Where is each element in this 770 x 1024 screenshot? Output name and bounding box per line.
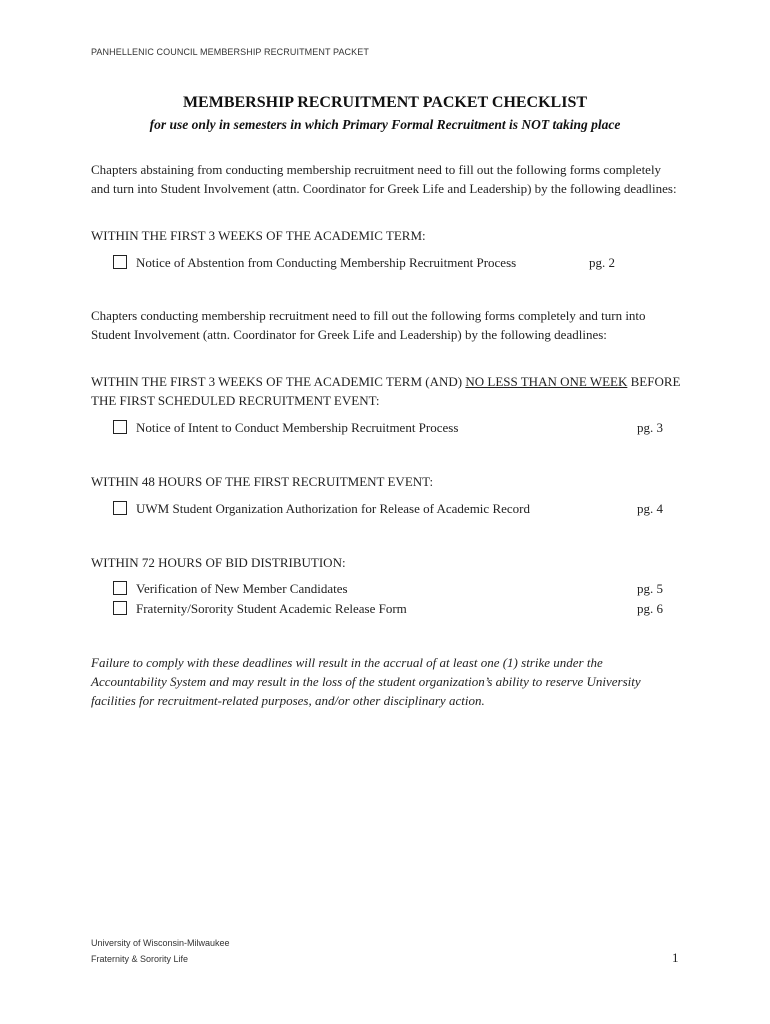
deadline-1-text-start: WITHIN THE FIRST 3 WEEKS OF THE ACADEMIC TERM (AND) xyxy=(91,374,466,389)
conduct-intro-paragraph: Chapters conducting membership recruitment need to fill out the following forms completely and turn into Student Involvement (attn. Coordinator for Greek Life and Leadership) by the following deadlines: xyxy=(91,308,646,342)
checklist-item-abstention xyxy=(113,253,663,272)
item-page-ref: pg. 4 xyxy=(637,501,663,516)
footer-university: University of Wisconsin-Milwaukee xyxy=(91,938,230,948)
compliance-warning: Failure to comply with these deadlines will result in the accrual of at least one (1) strike under the Accountability System and may result in the loss of the student organization’s ability to reserve University facilities for recruitment-related purposes, and/or other disciplinary action. xyxy=(91,655,641,708)
footer-department: Fraternity & Sorority Life xyxy=(91,954,189,964)
checklist-item-new-member-verification xyxy=(113,579,663,598)
abstain-deadline-heading: WITHIN THE FIRST 3 WEEKS OF THE ACADEMIC TERM: xyxy=(91,228,426,243)
checkbox-new-member-verification[interactable] xyxy=(113,581,127,595)
running-header: PANHELLENIC COUNCIL MEMBERSHIP RECRUITMENT PACKET xyxy=(91,47,369,57)
item-page-ref: pg. 2 xyxy=(589,255,615,270)
checklist-item-academic-record xyxy=(113,499,663,518)
checkbox-intent[interactable] xyxy=(113,420,127,434)
item-label: UWM Student Organization Authorization for Release of Academic Record xyxy=(136,501,530,516)
conduct-deadline-heading-2: WITHIN 48 HOURS OF THE FIRST RECRUITMENT EVENT: xyxy=(91,474,434,489)
deadline-1-text-end: BEFORE THE FIRST SCHEDULED RECRUITMENT EVENT: xyxy=(91,374,681,408)
checklist-item-academic-release xyxy=(113,599,663,618)
item-page-ref: pg. 6 xyxy=(637,601,663,616)
checkbox-academic-record[interactable] xyxy=(113,501,127,515)
conduct-deadline-heading-1 xyxy=(91,372,691,410)
conduct-deadline-heading-3: WITHIN 72 HOURS OF BID DISTRIBUTION: xyxy=(91,555,346,570)
abstain-intro-paragraph: Chapters abstaining from conducting membership recruitment need to fill out the following forms completely and turn into Student Involvement (attn. Coordinator for Greek Life and Leadership) by the following deadlines: xyxy=(91,162,677,196)
item-page-ref: pg. 3 xyxy=(637,420,663,435)
item-label: Fraternity/Sorority Student Academic Release Form xyxy=(136,601,407,616)
item-label: Notice of Intent to Conduct Membership Recruitment Process xyxy=(136,420,459,435)
item-page-ref: pg. 5 xyxy=(637,581,663,596)
page-title: MEMBERSHIP RECRUITMENT PACKET CHECKLIST xyxy=(182,94,588,111)
checklist-item-intent xyxy=(113,418,663,437)
checkbox-abstention[interactable] xyxy=(113,255,127,269)
page-number: 1 xyxy=(672,950,679,965)
item-label: Notice of Abstention from Conducting Membership Recruitment Process xyxy=(136,255,517,270)
page-subtitle: for use only in semesters in which Primary Formal Recruitment is NOT taking place xyxy=(149,117,621,132)
checkbox-academic-release[interactable] xyxy=(113,601,127,615)
deadline-1-underlined: NO LESS THAN ONE WEEK xyxy=(465,374,628,389)
item-label: Verification of New Member Candidates xyxy=(136,581,348,596)
